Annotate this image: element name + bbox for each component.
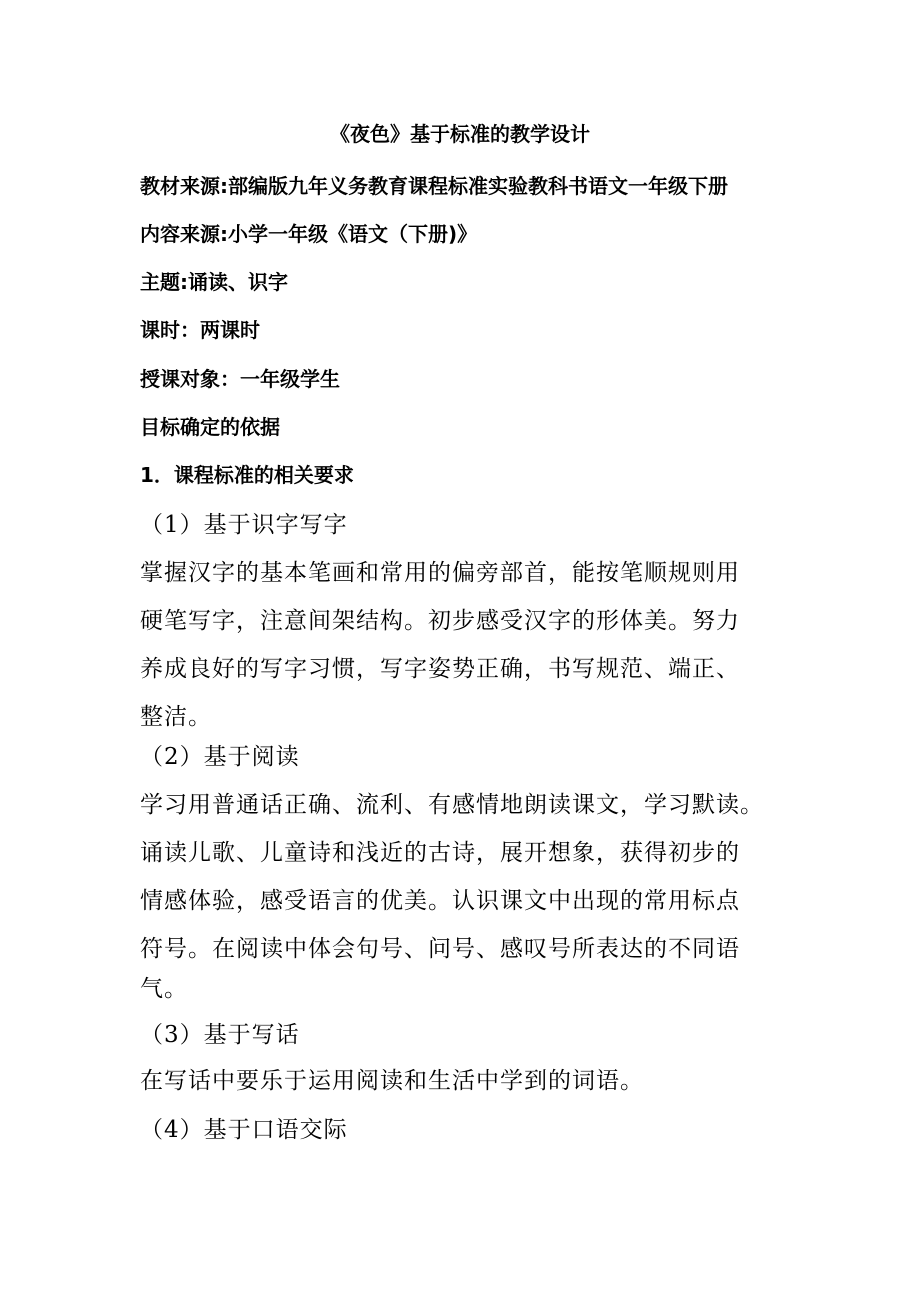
material-source: 教材来源:部编版九年义务教育课程标准实验教科书语文一年级下册 — [140, 174, 728, 198]
section-heading: 目标确定的依据 — [140, 415, 280, 439]
item-heading: （3）基于写话 — [140, 1022, 300, 1048]
paragraph-line: 符号。在阅读中体会句号、问号、感叹号所表达的不同语 — [140, 936, 740, 962]
paragraph-line: 硬笔写字，注意间架结构。初步感受汉字的形体美。努力 — [140, 608, 740, 634]
item-heading: （2）基于阅读 — [140, 744, 300, 770]
paragraph-line: 学习用普通话正确、流利、有感情地朗读课文，学习默读。 — [140, 792, 764, 818]
audience: 授课对象：一年级学生 — [140, 367, 340, 391]
item-heading: （1）基于识字写字 — [140, 512, 348, 538]
paragraph-line: 气。 — [140, 976, 188, 1002]
paragraph-line: 养成良好的写字习惯，写字姿势正确，书写规范、端正、 — [140, 656, 740, 682]
document-title: 《夜色》基于标准的教学设计 — [330, 122, 590, 146]
subsection-heading: 1．课程标准的相关要求 — [140, 463, 354, 487]
item-heading: （4）基于口语交际 — [140, 1117, 348, 1143]
class-hours: 课时：两课时 — [140, 318, 260, 342]
paragraph-line: 在写话中要乐于运用阅读和生活中学到的词语。 — [140, 1068, 644, 1094]
content-source: 内容来源:小学一年级《语文（下册)》 — [140, 222, 478, 246]
paragraph-line: 整洁。 — [140, 704, 212, 730]
paragraph-line: 情感体验，感受语言的优美。认识课文中出现的常用标点 — [140, 888, 740, 914]
theme: 主题:诵读、识字 — [140, 270, 288, 294]
paragraph-line: 诵读儿歌、儿童诗和浅近的古诗，展开想象，获得初步的 — [140, 840, 740, 866]
paragraph-line: 掌握汉字的基本笔画和常用的偏旁部首，能按笔顺规则用 — [140, 560, 740, 586]
